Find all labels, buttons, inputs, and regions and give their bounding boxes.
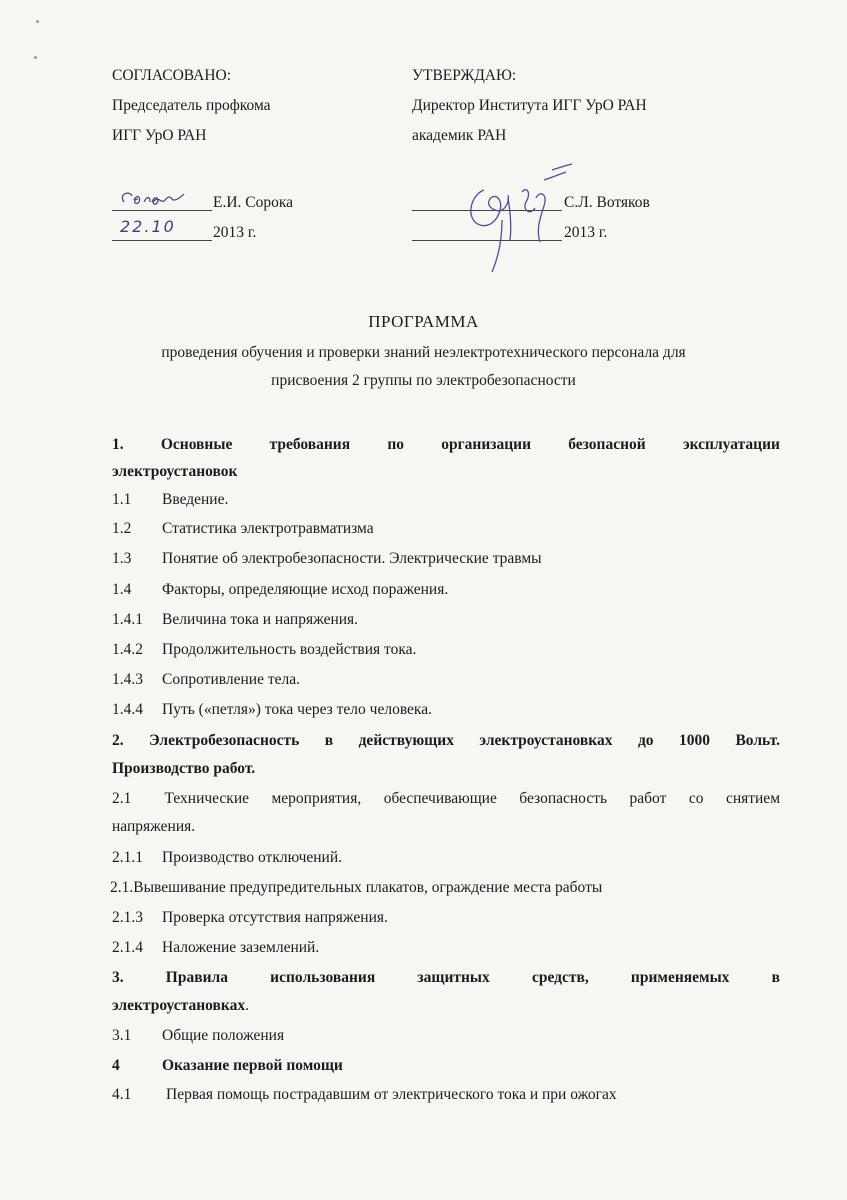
list-item <box>112 1085 780 1105</box>
heading-word: до <box>637 732 654 749</box>
heading-word: действующих <box>358 732 454 749</box>
item-number: 2.1.1 <box>112 849 143 866</box>
section-3-heading <box>112 968 780 988</box>
left-line2: ИГГ УрО РАН <box>112 127 207 144</box>
section-4-heading <box>112 1056 780 1076</box>
list-item <box>112 490 780 510</box>
item-text: Проверка отсутствия напряжения. <box>162 909 388 926</box>
list-item <box>112 580 780 600</box>
item-text: Первая помощь пострадавшим от электрического тока и при ожогах <box>166 1086 617 1103</box>
item-number: 2.1.4 <box>112 939 143 956</box>
item-text: Факторы, определяющие исход поражения. <box>162 581 449 598</box>
section-3-heading-cont <box>112 996 780 1016</box>
item-text: Понятие об электробезопасности. Электрические травмы <box>162 550 542 567</box>
item-number: 1.4.4 <box>112 701 143 718</box>
item-number: 1.4.2 <box>112 641 143 658</box>
item-word: работ <box>629 790 667 807</box>
list-item <box>112 1026 780 1046</box>
right-sign-date: 2013 г. <box>564 224 608 241</box>
list-item <box>110 878 778 898</box>
left-signature-handwritten <box>116 184 196 212</box>
section-number: 3. <box>112 969 124 986</box>
left-sign-date: 2013 г. <box>213 224 257 241</box>
item-word: безопасность <box>519 790 608 807</box>
list-item <box>112 640 780 660</box>
subtitle-line2: присвоения 2 группы по электробезопасности <box>271 372 576 389</box>
heading-word: средств, <box>531 969 589 986</box>
item-number: 2.1.3 <box>112 909 143 926</box>
list-item <box>112 700 780 720</box>
item-number: 3.1 <box>112 1027 132 1044</box>
section-number: 2. <box>112 732 124 749</box>
heading-word: защитных <box>417 969 490 986</box>
item-word: Технические <box>164 790 250 807</box>
section-2-1 <box>112 789 780 809</box>
section-number: 1. <box>112 436 124 453</box>
item-text: Продолжительность воздействия тока. <box>162 641 417 658</box>
item-text: Наложение заземлений. <box>162 939 320 956</box>
list-item <box>112 848 780 868</box>
heading-word: в <box>324 732 334 749</box>
item-word: мероприятия, <box>271 790 362 807</box>
item-number: 4.1 <box>112 1086 132 1103</box>
right-line2: академик РАН <box>412 127 507 144</box>
list-item <box>112 670 780 690</box>
handwritten-date: 22.10 <box>120 217 176 236</box>
item-text: Путь («петля») тока через тело человека. <box>162 701 432 718</box>
list-item <box>112 549 780 569</box>
item-text: Сопротивление тела. <box>162 671 300 688</box>
heading-word: организации <box>441 436 532 453</box>
item-number: 1.4.1 <box>112 611 143 628</box>
heading-word: использования <box>270 969 376 986</box>
page-title: ПРОГРАММА <box>368 312 479 331</box>
heading-word: 1000 <box>678 732 710 749</box>
heading-word: безопасной <box>568 436 646 453</box>
item-number: 1.4 <box>112 581 132 598</box>
item-text: 2.1.Вывешивание предупредительных плакатов, ограждение места работы <box>110 879 603 896</box>
heading-word: эксплуатации <box>682 436 780 453</box>
heading-word: Вольт. <box>735 732 780 749</box>
right-signature-handwritten <box>440 150 590 280</box>
heading-text: Оказание первой помощи <box>162 1057 343 1074</box>
subtitle-line1: проведения обучения и проверки знаний неэлектротехнического персонала для <box>161 344 686 361</box>
right-line1: Директор Института ИГГ УрО РАН <box>412 97 647 114</box>
heading-word: электроустановках <box>479 732 613 749</box>
heading-word: Основные <box>160 436 233 453</box>
item-text: Введение. <box>162 491 229 508</box>
item-text: Общие положения <box>162 1027 285 1044</box>
heading-word: в <box>771 969 780 986</box>
item-text: Статистика электротравматизма <box>162 520 374 537</box>
left-line1: Председатель профкома <box>112 97 271 114</box>
item-number: 1.3 <box>112 550 132 567</box>
heading-word: применяемых <box>630 969 730 986</box>
heading-word: требования <box>269 436 351 453</box>
item-word: со <box>688 790 704 807</box>
section-1-heading-cont: электроустановок <box>112 463 238 480</box>
list-item <box>112 938 780 958</box>
section-2-heading-cont: Производство работ. <box>112 760 256 777</box>
right-sign-name: С.Л. Вотяков <box>564 194 650 211</box>
left-sign-name: Е.И. Сорока <box>213 194 294 211</box>
section-number: 4 <box>112 1057 120 1074</box>
item-text: Величина тока и напряжения. <box>162 611 359 628</box>
section-2-1-cont: напряжения. <box>112 818 196 835</box>
scan-speck <box>34 56 37 59</box>
right-heading: УТВЕРЖДАЮ: <box>412 67 517 84</box>
item-number: 2.1 <box>112 790 132 807</box>
section-1-heading <box>112 435 780 455</box>
heading-word: по <box>387 436 405 453</box>
left-heading: СОГЛАСОВАНО: <box>112 67 232 84</box>
item-number: 1.2 <box>112 520 132 537</box>
left-date-line <box>112 240 212 241</box>
section-2-heading <box>112 731 780 751</box>
item-word: снятием <box>725 790 780 807</box>
heading-word: Правила <box>165 969 228 986</box>
item-number: 1.4.3 <box>112 671 143 688</box>
item-word: обеспечивающие <box>383 790 497 807</box>
list-item <box>112 610 780 630</box>
scan-speck <box>36 20 39 23</box>
heading-cont-bold: электроустановках <box>112 997 246 1014</box>
list-item <box>112 908 780 928</box>
heading-word: Электробезопасность <box>149 732 300 749</box>
heading-cont-tail: . <box>245 997 249 1014</box>
item-text: Производство отключений. <box>162 849 343 866</box>
list-item <box>112 519 780 539</box>
item-number: 1.1 <box>112 491 132 508</box>
